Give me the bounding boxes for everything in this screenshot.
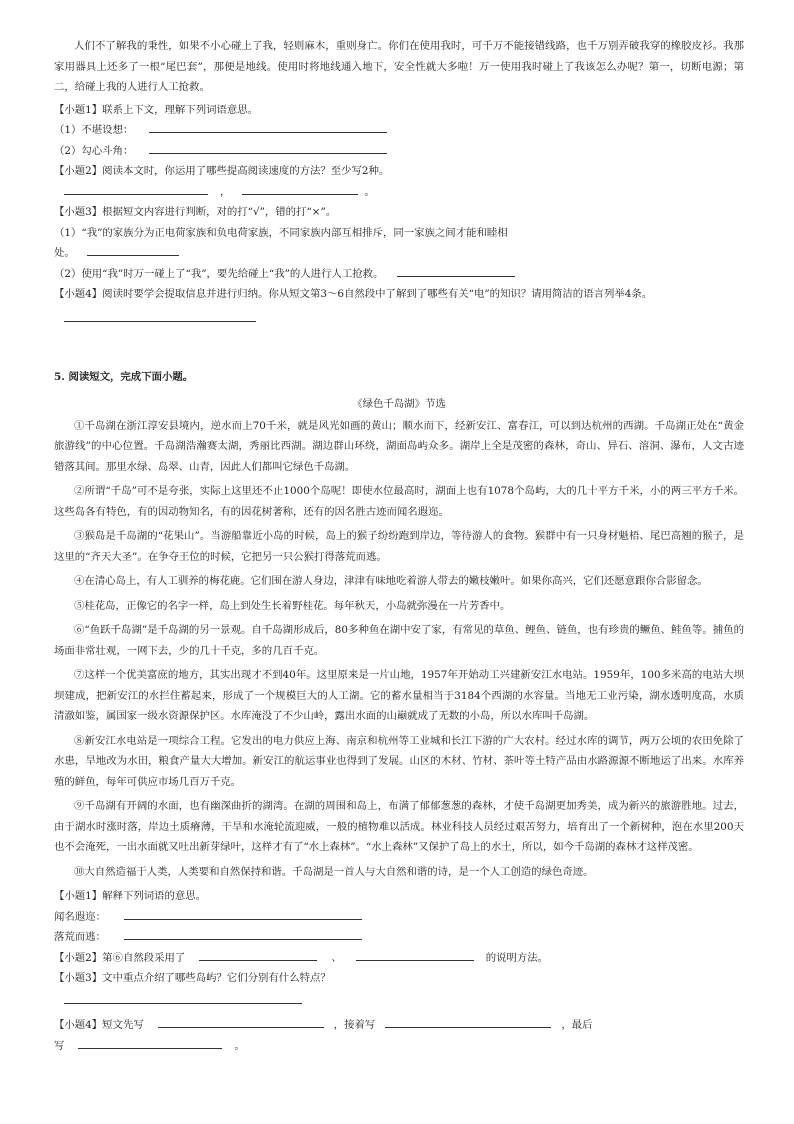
- p1-question-4-title: 【小题4】阅读时要学会提取信息并进行归纳。你从短文第3～6自然段中了解到了哪些有关“电”的知识？请用简洁的语言列举4条。: [54, 288, 653, 300]
- s5-question-4: [54, 1015, 744, 1036]
- s5-question-1-title: 【小题1】解释下列词语的意思。: [54, 890, 207, 902]
- p1-q2-answer-line-2[interactable]: [242, 182, 358, 195]
- article-paragraph-6: ⑥“鱼跃千岛湖”是千岛湖的另一景观。自千岛湖形成后，80多种鱼在湖中安了家，有常见的草鱼、鲤鱼、链鱼，也有珍贵的鳜鱼、鲑鱼等。捕鱼的场面非常壮观，一网下去，少的几十千克，多的几百千克。: [54, 624, 744, 657]
- p1-q3-item-b: [54, 264, 744, 285]
- article-paragraph-1: ①千岛湖在浙江淳安县境内，逆水而上70千米，就是风光如画的黄山；顺水而下，经新安江、富春江，可以到达杭州的西湖。千岛湖正处在“黄金旅游线”的中心位置。千岛湖浩瀚赛太湖，秀丽比西湖。湖边群山环绕，湖面岛屿众多。湖岸上全是茂密的森林，奇山、异石、溶洞、瀑布，人文古迹错落其间。那里水绿、岛翠、山青，因此人们都叫它绿色千岛湖。: [54, 419, 744, 473]
- s5-question-2: [54, 948, 744, 969]
- document-page: [54, 36, 744, 1056]
- s5-q1-a-answer-line[interactable]: [124, 907, 362, 920]
- article-paragraph-8: ⑧新安江水电站是一项综合工程。它发出的电力供应上海、南京和杭州等工业城和长江下游的广大农村。经过水库的调节，两万公顷的农田免除了水患，旱地改为水田，粮食产量大大增加。新安江的航运事业也得到了发展。山区的木材、竹材、茶叶等土特产品由水路源源不断地运了出来。水库养殖的鲜鱼，每年可供应市场几百万千克。: [54, 734, 744, 788]
- p1-q1-b-answer-line[interactable]: [149, 141, 387, 154]
- s5-q4-answer-line-3[interactable]: [78, 1036, 222, 1049]
- p1-q2-answer-line-1[interactable]: [64, 182, 208, 195]
- s5-q3-answer-row: [54, 991, 744, 1012]
- article-paragraph-2: ②所谓“千岛”可不是夸张，实际上这里还不止1000个岛呢！即使水位最高时，湖面上也有1078个岛屿，大的几十平方千米，小的两三平方千米。这些岛各有特色，有的因动物知名，有的因花树著称，还有的因名胜古迹而闻名遐迩。: [54, 485, 744, 518]
- s5-q2-separator: 、: [331, 951, 342, 964]
- p1-q2-period: 。: [364, 185, 375, 198]
- p1-q3-b-answer-line[interactable]: [397, 264, 515, 277]
- p1-q1-item-b: [54, 141, 744, 162]
- p1-q3-b-label: （2）使用“我”时万一碰上了“我”，要先给碰上“我”的人进行人工抢救。: [54, 267, 384, 280]
- s5-q4-line-2: [54, 1036, 744, 1057]
- s5-q4-period: 。: [234, 1039, 245, 1052]
- s5-q1-b-answer-line[interactable]: [124, 927, 362, 940]
- s5-q2-answer-line-2[interactable]: [356, 948, 474, 961]
- s5-q1-item-a: [54, 907, 744, 928]
- article-paragraph-7: ⑦这样一个优美富庶的地方，其实出现才不到40年。这里原来是一片山地，1957年开始动工兴建新安江水电站。1959年，100多米高的电站大坝坝建成，把新安江的水拦住蓄起来，形成了一个规模巨大的人工湖。它的蓄水量相当于3184个西湖的水容量。当地无工业污染，湖水透明度高，水质清澈如鉴，属国家一级水资源保护区。水库淹没了不少山岭，露出水面的山巅就成了无数的小岛，所以水库叫千岛湖。: [54, 669, 744, 722]
- s5-q1-a-label: 闻名遐迩：: [54, 910, 106, 923]
- p1-q1-b-label: （2）勾心斗角：: [54, 144, 134, 157]
- article-paragraph-5: ⑤桂花岛，正像它的名字一样，岛上到处生长着野桂花。每年秋天，小岛就弥漫在一片芳香中。: [74, 599, 511, 612]
- p1-question-1-title: 【小题1】联系上下文，理解下列词语意思。: [54, 103, 259, 116]
- article-paragraph-9: ⑨千岛湖有开阔的水面，也有幽深曲折的湖湾。在湖的周围和岛上，布满了郁郁葱葱的森林，才使千岛湖更加秀美，成为新兴的旅游胜地。过去，由于湖水时涨时落，岸边土质瘠薄，干旱和水淹轮流迎威，一般的植物难以活成。林业科技人员经过艰苦努力，培育出了一个新树种，泡在水里200天也不会淹死，一出水面就又吐出新芽绿叶，这样才有了“水上森林”。“水上森林”又保护了岛上的水土，所以，如今千岛湖的森林才这样茂密。: [54, 800, 744, 853]
- p1-q1-a-answer-line[interactable]: [149, 120, 387, 133]
- section-5-heading: 5. 阅读短文，完成下面小题。: [54, 371, 194, 383]
- p1-question-2-title: 【小题2】阅读本文时，你运用了哪些提高阅读速度的方法？至少写2种。: [54, 165, 390, 177]
- s5-q4-line2-label: 写: [54, 1039, 65, 1052]
- p1-q2-answer-row: [54, 182, 744, 203]
- s5-q4-end: ，最后: [561, 1019, 593, 1031]
- s5-q2-prefix: 【小题2】第⑥自然段采用了: [54, 951, 186, 964]
- p1-q3-a-tail: 处。: [54, 247, 75, 259]
- p1-q1-a-label: （1）不堪设想：: [54, 124, 134, 136]
- p1-q4-answer-line[interactable]: [64, 309, 256, 322]
- intro-paragraph: 人们不了解我的秉性，如果不小心碰上了我，轻则麻木，重则身亡。你们在使用我时，可千万不能接错线路，也千万别弄破我穿的橡胶皮衫。我那家用器具上还多了一根“尾巴套”，那便是地线。使用时将地线通入地下，安全性就大多啦！万一使用我时碰上了我该怎么办呢？第一，切断电源；第二，给碰上我的人进行人工抢救。: [54, 40, 744, 93]
- p1-q3-item-a-line2: [54, 243, 744, 264]
- p1-q1-item-a: [54, 120, 744, 141]
- p1-question-3-title: 【小题3】根据短文内容进行判断，对的打“√”，错的打“×”。: [54, 206, 337, 218]
- article-paragraph-3: ③猴岛是千岛湖的“花果山”。当游船靠近小岛的时候，岛上的猴子纷纷跑到岸边，等待游人的食物。猴群中有一只身材魁梧、尾巴高翘的猴子，是这里的“齐天大圣”。在争夺王位的时候，它把另一只公猴打得落荒而逃。: [54, 530, 744, 563]
- article-paragraph-10: ⑩大自然造福于人类，人类要和自然保持和谐。千岛湖是一首人与大自然和谐的诗，是一个人工创造的绿色奇迹。: [74, 865, 594, 878]
- s5-q4-answer-line-1[interactable]: [158, 1015, 324, 1028]
- p1-q3-a-answer-line[interactable]: [87, 243, 179, 256]
- s5-q1-item-b: [54, 927, 744, 948]
- s5-q3-answer-line[interactable]: [64, 991, 302, 1004]
- s5-q4-answer-line-2[interactable]: [385, 1015, 551, 1028]
- p1-q2-comma: ，: [220, 185, 231, 198]
- p1-q3-item-a-line1: （1）“我”的家族分为正电荷家族和负电荷家族，不同家族内部互相排斥，同一家族之间才能和睦相: [54, 226, 508, 239]
- s5-q1-b-label: 落荒而逃：: [54, 931, 106, 943]
- s5-q4-middle: ，接着写: [333, 1019, 376, 1031]
- article-paragraph-4: ④在清心岛上，有人工驯养的梅花鹿。它们围在游人身边，津津有味地吃着游人带去的嫩枝嫩叶。如果你高兴，它们还愿意跟你合影留念。: [74, 575, 708, 587]
- s5-q4-prefix: 【小题4】短文先写: [54, 1019, 144, 1031]
- s5-q2-answer-line-1[interactable]: [199, 948, 317, 961]
- s5-question-3-title: 【小题3】文中重点介绍了哪些岛屿？它们分别有什么特点？: [54, 972, 331, 984]
- p1-q4-answer-row: [54, 309, 744, 330]
- article-body: [54, 416, 744, 883]
- article-title: 《绿色千岛湖》节选: [352, 397, 446, 410]
- s5-q2-suffix: 的说明方法。: [485, 951, 549, 964]
